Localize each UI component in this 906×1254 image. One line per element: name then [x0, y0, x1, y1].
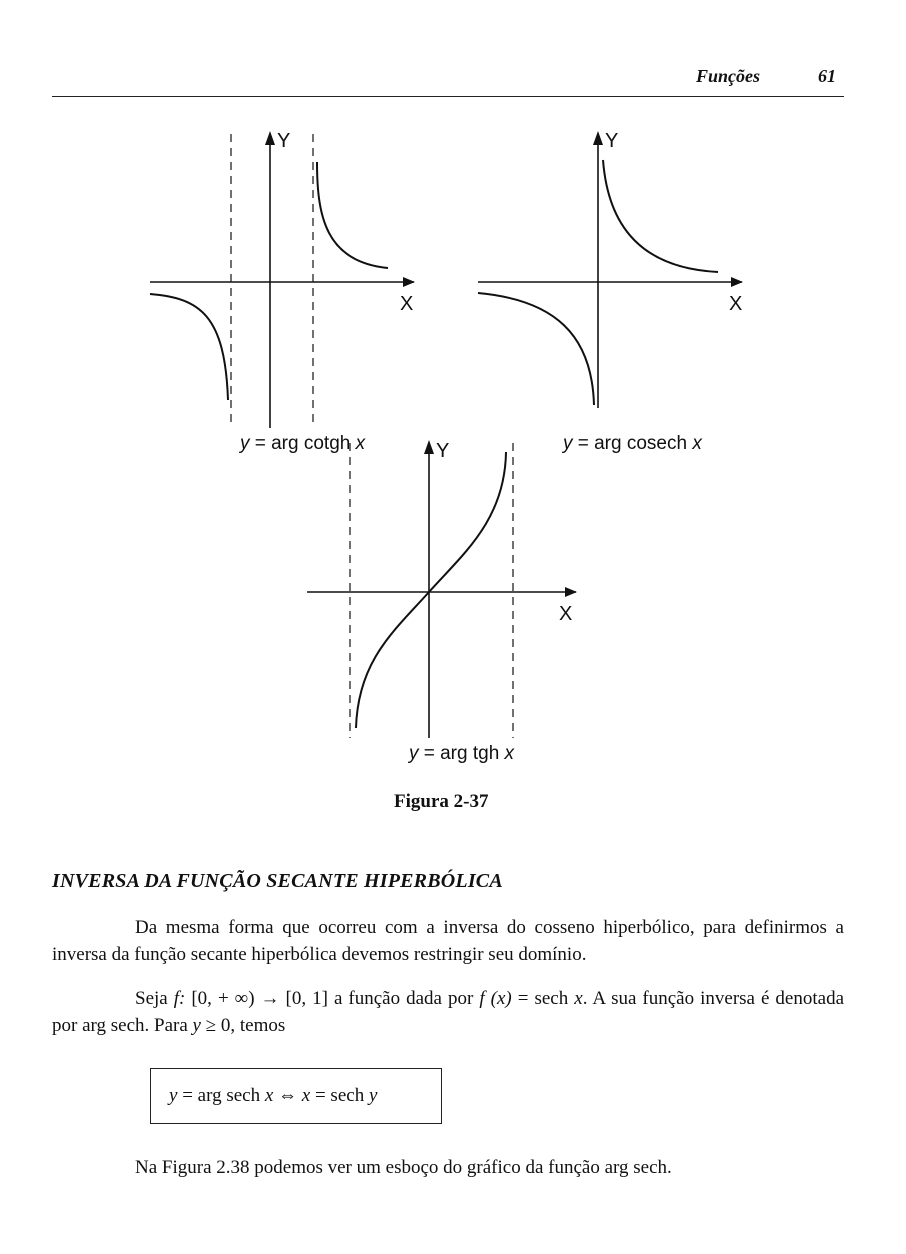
graph-label-tgh: y = arg tgh x: [408, 743, 515, 764]
graph-arg-tgh: [307, 440, 576, 764]
x-axis-label: X: [729, 293, 743, 315]
graph-arg-cotgh: [150, 130, 414, 454]
paragraph-3: Na Figura 2.38 podemos ver um esboço do gráfico da função arg sech.: [135, 1157, 672, 1178]
curve-lower-branch: [478, 293, 594, 405]
x-axis-label: X: [559, 603, 573, 625]
figure-caption: Figura 2-37: [394, 791, 489, 812]
header-title: Funções: [696, 66, 761, 86]
graph-label-cotgh: y = arg cotgh x: [239, 433, 366, 454]
curve-tgh: [356, 452, 506, 728]
curve-upper-branch: [603, 160, 718, 272]
y-axis-label: Y: [605, 130, 619, 152]
definition-box: y = arg sech x ⇔ x = sech y: [150, 1068, 442, 1124]
y-axis-label: Y: [436, 440, 450, 462]
page-number: 61: [818, 66, 836, 86]
section-title: INVERSA DA FUNÇÃO SECANTE HIPERBÓLICA: [52, 870, 503, 892]
paragraph-2: Seja f: [0, + ∞) → [0, 1] a função dada por f (x) = sech x. A sua função inversa é denotada por arg sech. Para y ≥ 0, temos: [52, 988, 845, 1036]
paragraph-1: Da mesma forma que ocorreu com a inversa do cosseno hiperbólico, para definirmos a inversa da função secante hiperbólica devemos restringir seu domínio.: [52, 917, 844, 965]
curve-left-branch: [150, 294, 228, 400]
y-axis-arrow-icon: [593, 131, 603, 145]
graph-arg-cosech: [478, 130, 742, 454]
graph-label-cosech: y = arg cosech x: [562, 433, 702, 454]
y-axis-label: Y: [277, 130, 291, 152]
curve-right-branch: [317, 162, 388, 268]
x-axis-label: X: [400, 293, 414, 315]
y-axis-arrow-icon: [424, 440, 434, 454]
y-axis-arrow-icon: [265, 131, 275, 145]
